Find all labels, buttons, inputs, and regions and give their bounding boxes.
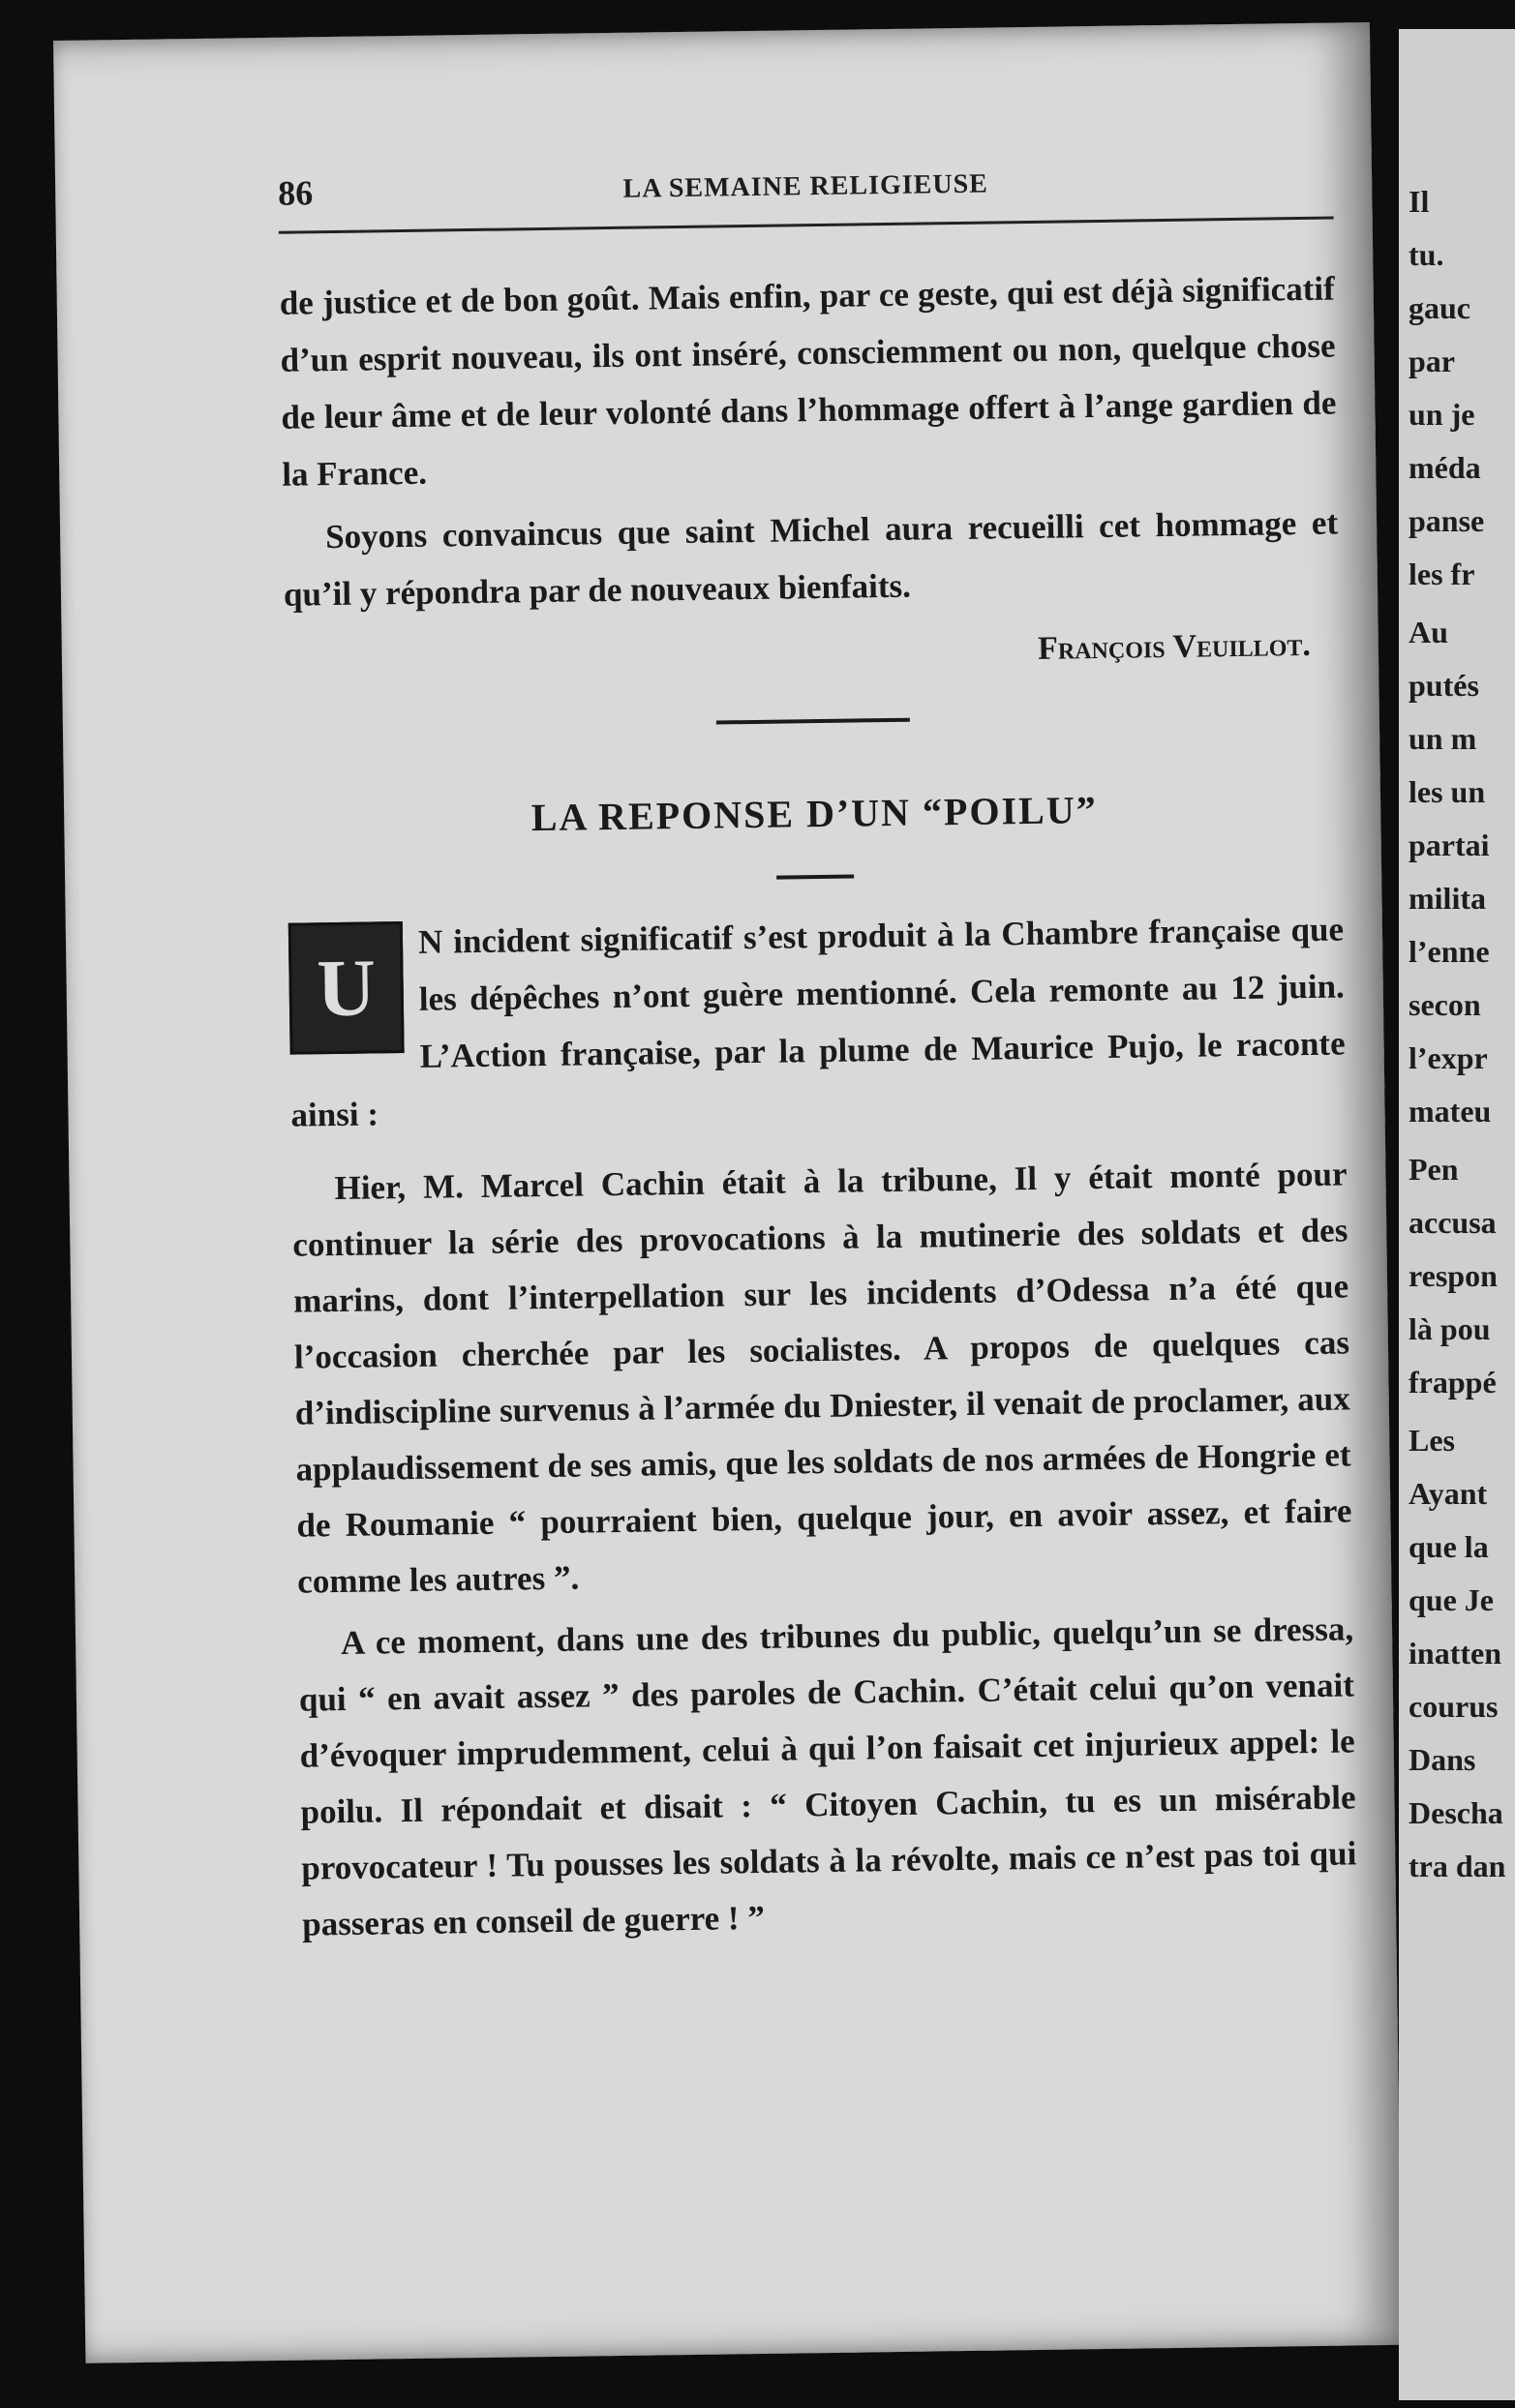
fragment-line: Descha bbox=[1409, 1795, 1503, 1830]
fragment-line: les fr bbox=[1409, 557, 1475, 591]
quoted-passage bbox=[291, 1146, 1357, 1952]
fragment-line: secon bbox=[1409, 987, 1481, 1022]
article-title: LA REPONSE D’UN “POILU” bbox=[530, 788, 1098, 840]
article-intro bbox=[288, 900, 1347, 1143]
fragment-line: putés bbox=[1409, 668, 1479, 703]
page-number: 86 bbox=[277, 173, 314, 213]
fragment-line: courus bbox=[1409, 1689, 1499, 1724]
running-title: LA SEMAINE RELIGIEUSE bbox=[622, 168, 989, 204]
fragment-line: Il bbox=[1409, 184, 1430, 219]
fragment-line: partai bbox=[1409, 828, 1490, 862]
fragment-line: tra dan bbox=[1409, 1849, 1506, 1883]
fragment-line: un je bbox=[1409, 397, 1475, 432]
fragment-line: panse bbox=[1409, 503, 1485, 538]
page-body bbox=[279, 260, 1357, 1953]
fragment-line: inatten bbox=[1409, 1636, 1501, 1671]
intro-paragraph: N incident significatif s’est produit à la Chambre française que les dépêches n’ont guère mentionné. Cela remonte au 12 juin. L’Action française, par la plume de Maurice Pujo, le raconte ainsi : bbox=[290, 910, 1346, 1134]
adjacent-page-edge bbox=[1399, 29, 1515, 2400]
fragment-line: milita bbox=[1409, 881, 1486, 916]
fragment-line: Dans bbox=[1409, 1742, 1476, 1777]
fragment-line: par bbox=[1409, 344, 1455, 378]
fragment-line: gauc bbox=[1409, 290, 1470, 325]
fragment-line: l’expr bbox=[1409, 1040, 1488, 1075]
fragment-line: l’enne bbox=[1409, 934, 1490, 969]
fragment-line: là pou bbox=[1409, 1311, 1491, 1346]
fragment-line: mateu bbox=[1409, 1094, 1492, 1129]
author-signature: François Veuillot. bbox=[1037, 626, 1312, 667]
fragment-line: Au bbox=[1409, 615, 1448, 649]
dropcap-initial: U bbox=[288, 921, 405, 1055]
fragment-line: Pen bbox=[1409, 1152, 1459, 1187]
paragraph: Soyons convaincus que saint Michel aura recueilli cet hommage et qu’il y répondra par de nouveaux bienfaits. bbox=[283, 503, 1339, 614]
fragment-line: frappé bbox=[1409, 1365, 1497, 1400]
fragment-line: Ayant bbox=[1409, 1476, 1488, 1511]
fragment-line: les un bbox=[1409, 774, 1486, 809]
fragment-line: que Je bbox=[1409, 1582, 1494, 1617]
book-page bbox=[53, 22, 1402, 2363]
fragment-line: tu. bbox=[1409, 237, 1444, 272]
quote-paragraph: Hier, M. Marcel Cachin était à la tribune, Il y était monté pour continuer la série des provocations à la mutinerie des soldats et des marins, dont l’interpellation sur les incidents d’Odessa n’a été que l’occasion cherchée par les socialistes. A propos de quelques cas d’indiscipline survenus à l’armée du Dniester, il venait de proclamer, aux applaudissement de ses amis, que les soldats de nos armées de Hongrie et de Roumanie “ pourraient bien, quelque jour, en avoir assez, et faire comme les autres ”. bbox=[292, 1155, 1352, 1601]
quote-paragraph: A ce moment, dans une des tribunes du public, quelqu’un se dressa, qui “ en avait assez ” des paroles de Cachin. C’était celui qu’on venait d’évoquer imprudemment, celui à qui l’on faisait cet injurieux appel: le poilu. Il répondait et disait : “ Citoyen Cachin, tu es un misérable provocateur ! Tu pousses les soldats à la révolte, mais ce n’est pas toi qui passeras en conseil de guerre ! ” bbox=[298, 1610, 1357, 1943]
fragment-line: un m bbox=[1409, 721, 1477, 756]
section-divider bbox=[716, 718, 910, 725]
paragraph-continuation: de justice et de bon goût. Mais enfin, par ce geste, qui est déjà significatif d’un esprit nouveau, ils ont inséré, consciemment ou non, quelque chose de leur âme et de leur volonté dans l’hommage offert à l’ange gardien de la France. bbox=[279, 269, 1337, 494]
title-divider bbox=[776, 875, 854, 880]
fragment-line: Les bbox=[1409, 1423, 1455, 1458]
fragment-line: respon bbox=[1409, 1258, 1498, 1293]
fragment-line: méda bbox=[1409, 450, 1481, 485]
fragment-line: que la bbox=[1409, 1529, 1489, 1564]
fragment-line: accusa bbox=[1409, 1205, 1497, 1240]
